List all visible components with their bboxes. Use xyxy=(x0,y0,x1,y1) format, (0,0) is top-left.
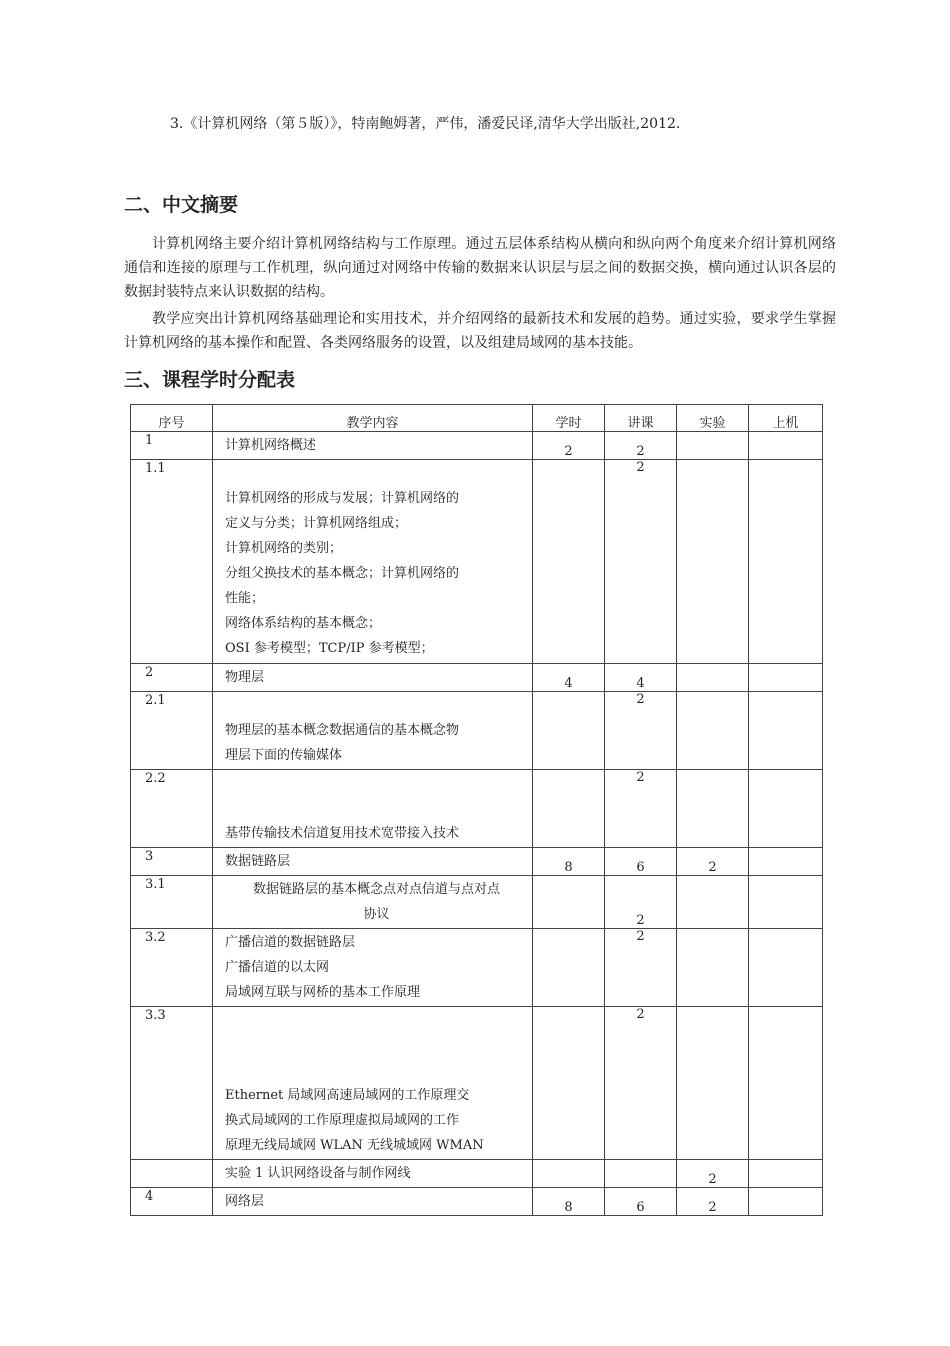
row-computer xyxy=(749,432,823,460)
row-seq: 3.2 xyxy=(131,929,213,1007)
table-row xyxy=(131,692,823,770)
content-line: 计算机网络概述 xyxy=(225,438,317,453)
content-line: 定义与分类；计算机网络组成； xyxy=(225,516,408,531)
row-lab xyxy=(677,692,749,770)
row-lab xyxy=(677,929,749,1007)
row-computer xyxy=(749,929,823,1007)
table-row xyxy=(131,1007,823,1160)
row-computer xyxy=(749,1188,823,1216)
content-line: 实验 1 认识网络设备与制作网线 xyxy=(225,1166,411,1181)
table-row xyxy=(131,432,823,460)
row-lab: 2 xyxy=(677,1188,749,1216)
content-line: 性能； xyxy=(225,591,265,606)
row-seq: 4 xyxy=(131,1188,213,1216)
table-row xyxy=(131,876,823,929)
row-content xyxy=(213,1007,533,1160)
header-lab: 实验 xyxy=(677,405,749,432)
content-line xyxy=(225,461,528,486)
row-content xyxy=(213,876,533,929)
row-computer xyxy=(749,1007,823,1160)
table-row xyxy=(131,460,823,664)
row-content xyxy=(213,1160,533,1188)
row-content xyxy=(213,929,533,1007)
row-seq: 3 xyxy=(131,848,213,876)
content-line: 理层下面的传输媒体 xyxy=(225,748,343,763)
table-row xyxy=(131,848,823,876)
header-lecture: 讲课 xyxy=(605,405,677,432)
row-computer xyxy=(749,692,823,770)
row-lab xyxy=(677,876,749,929)
row-seq: 3.1 xyxy=(131,876,213,929)
table-row xyxy=(131,1160,823,1188)
content-line xyxy=(225,771,528,796)
abstract-paragraph-2: 教学应突出计算机网络基础理论和实用技术，并介绍网络的最新技术和发展的趋势。通过实验，要求学生掌握计算机网络的基本操作和配置、各类网络服务的设置，以及组建局域网的基本技能。 xyxy=(124,311,836,351)
row-computer xyxy=(749,460,823,664)
table-row xyxy=(131,1188,823,1216)
row-hours xyxy=(533,876,605,929)
table-row xyxy=(131,929,823,1007)
row-content xyxy=(213,1188,533,1216)
hours-table xyxy=(130,404,823,1216)
content-line: 换式局域网的工作原理虚拟局域网的工作 xyxy=(225,1113,460,1128)
abstract-paragraph-1: 计算机网络主要介绍计算机网络结构与工作原理。通过五层体系结构从横向和纵向两个角度来介绍计算机网络通信和连接的原理与工作机理，纵向通过对网络中传输的数据来认识层与层之间的数据交换，横向通过认识各层的数据封装特点来认识数据的结构。 xyxy=(124,236,836,300)
row-hours xyxy=(533,1160,605,1188)
content-line: 数据链路层的基本概念点对点信道与点对点 xyxy=(252,882,500,897)
content-line: 网络体系结构的基本概念； xyxy=(225,616,382,631)
header-seq: 序号 xyxy=(131,405,213,432)
row-lecture: 6 xyxy=(605,848,677,876)
table-row xyxy=(131,770,823,848)
content-line: 分组父换技术的基本概念；计算机网络的 xyxy=(225,566,460,581)
content-line: Ethernet 局域网高速局域网的工作原理交 xyxy=(225,1088,470,1103)
row-hours xyxy=(533,770,605,848)
content-line: 网络层 xyxy=(225,1194,265,1209)
table-row xyxy=(131,664,823,692)
row-lab: 2 xyxy=(677,848,749,876)
content-line xyxy=(225,693,528,718)
row-seq: 2.2 xyxy=(131,770,213,848)
row-seq: 1 xyxy=(131,432,213,460)
content-line: OSI 参考模型；TCP/IP 参考模型； xyxy=(225,641,434,656)
content-line: 协议 xyxy=(363,907,390,922)
row-lecture: 2 xyxy=(605,432,677,460)
table-header-row xyxy=(131,405,823,432)
row-hours xyxy=(533,1007,605,1160)
row-computer xyxy=(749,664,823,692)
row-computer xyxy=(749,876,823,929)
row-content xyxy=(213,664,533,692)
row-lecture: 2 xyxy=(605,929,677,1007)
row-computer xyxy=(749,770,823,848)
row-hours: 8 xyxy=(533,848,605,876)
content-line: 数据链路层 xyxy=(225,854,291,869)
row-seq: 2 xyxy=(131,664,213,692)
content-line: 原理无线局域网 WLAN 无线城域网 WMAN xyxy=(225,1138,484,1153)
content-line xyxy=(225,796,528,821)
header-computer: 上机 xyxy=(749,405,823,432)
row-content xyxy=(213,460,533,664)
row-hours: 4 xyxy=(533,664,605,692)
row-hours xyxy=(533,692,605,770)
row-lecture: 2 xyxy=(605,770,677,848)
header-content: 教学内容 xyxy=(213,405,533,432)
content-line: 计算机网络的类别； xyxy=(225,541,343,556)
row-lecture: 2 xyxy=(605,876,677,929)
section-title-hours-table: 三、课程学时分配表 xyxy=(124,369,296,391)
row-lecture: 2 xyxy=(605,692,677,770)
content-line: 物理层 xyxy=(225,670,265,685)
row-lecture xyxy=(605,1160,677,1188)
row-seq: 2.1 xyxy=(131,692,213,770)
row-content xyxy=(213,692,533,770)
row-seq: 1.1 xyxy=(131,460,213,664)
row-lab xyxy=(677,664,749,692)
row-lecture: 4 xyxy=(605,664,677,692)
row-computer xyxy=(749,1160,823,1188)
content-line xyxy=(225,1058,528,1083)
row-content xyxy=(213,432,533,460)
row-lecture: 2 xyxy=(605,1007,677,1160)
row-seq xyxy=(131,1160,213,1188)
content-line: 物理层的基本概念数据通信的基本概念物 xyxy=(225,723,460,738)
content-line: 局域网互联与网桥的基本工作原理 xyxy=(225,985,421,1000)
row-lab: 2 xyxy=(677,1160,749,1188)
row-lab xyxy=(677,770,749,848)
row-seq: 3.3 xyxy=(131,1007,213,1160)
content-line: 基带传输技术信道复用技术宽带接入技术 xyxy=(225,826,460,841)
row-lab xyxy=(677,1007,749,1160)
header-hours: 学时 xyxy=(533,405,605,432)
row-lab xyxy=(677,432,749,460)
content-line: 广播信道的以太网 xyxy=(225,960,330,975)
reference-item: 3.《计算机网络（第５版）》，特南鲍姆著，严伟，潘爱民译,清华大学出版社,2012. xyxy=(170,116,681,132)
row-content xyxy=(213,770,533,848)
row-lecture: 6 xyxy=(605,1188,677,1216)
content-line: 计算机网络的形成与发展；计算机网络的 xyxy=(225,491,460,506)
row-hours: 2 xyxy=(533,432,605,460)
row-lecture: 2 xyxy=(605,460,677,664)
row-hours xyxy=(533,929,605,1007)
content-line xyxy=(225,1033,528,1058)
content-line: 广播信道的数据链路层 xyxy=(225,935,356,950)
content-line xyxy=(225,1008,528,1033)
row-hours: 8 xyxy=(533,1188,605,1216)
row-computer xyxy=(749,848,823,876)
row-lab xyxy=(677,460,749,664)
row-hours xyxy=(533,460,605,664)
section-title-abstract: 二、中文摘要 xyxy=(124,194,239,216)
row-content xyxy=(213,848,533,876)
